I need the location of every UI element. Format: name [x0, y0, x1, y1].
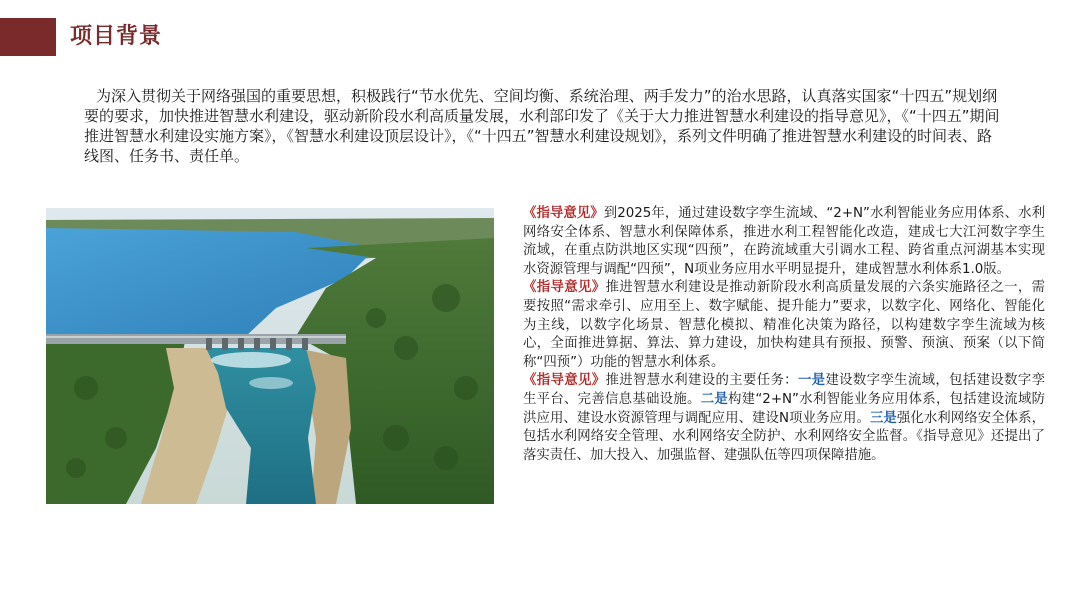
task-text: 强化水利网络安全体系，包括水利网络安全管理、水利网络安全防护、水利网络安全监督。《指导意见》还提出了落实责任、加大投入、加强监督、建强队伍等四项保障措施。 [523, 410, 1046, 463]
policy-paragraph [523, 372, 1045, 465]
ordinal-marker: 一是 [797, 373, 826, 389]
ordinal-marker: 二是 [700, 391, 729, 407]
guideline-reference: 《指导意见》 [523, 373, 606, 389]
paragraph-lead: 推进智慧水利建设的主要任务： [605, 373, 798, 389]
guideline-reference: 《指导意见》 [523, 280, 606, 296]
intro-paragraph: 为深入贯彻关于网络强国的重要思想，积极践行“节水优先、空间均衡、系统治理、两手发力”的治水思路，认真落实国家“十四五”规划纲要的要求，加快推进智慧水利建设，驱动新阶段水利高质量发展，水利部印发了《关于大力推进智慧水利建设的指导意见》，《“十四五”期间推进智慧水利建设实施方案》，《智慧水利建设顶层设计》，《“十四五”智慧水利建设规划》，系列文件明确了推进智慧水利建设的时间表、路线图、任务书、责任单。 [84, 87, 1000, 165]
policy-paragraph [523, 279, 1045, 372]
task-text: 构建“2+N”水利智能业务应用体系，包括建设流域防洪应用、建设水资源管理与调配应用、建设N项业务应用。 [523, 391, 1046, 426]
dam-aerial-photo [46, 208, 494, 504]
paragraph-text: 到2025年，通过建设数字孪生流域、“2+N”水利智能业务应用体系、水利网络安全体系、智慧水利保障体系，推进水利工程智能化改造，建成七大江河数字孪生流域，在重点防洪地区实现“四预”，在跨流域重大引调水工程、跨省重点河湖基本实现水资源管理与调配“四预”，N项业务应用水平明显提升，建成智慧水利体系1.0版。 [523, 206, 1045, 277]
policy-summary [523, 205, 1045, 465]
title-accent-bar [0, 18, 56, 56]
page-title: 项目背景 [70, 24, 163, 49]
ordinal-marker: 三是 [869, 410, 897, 426]
dam-aerial-illustration [46, 208, 494, 504]
task-text: 建设数字孪生流域，包括建设数字孪生平台、完善信息基础设施。 [523, 373, 1046, 407]
policy-paragraph [523, 205, 1045, 279]
paragraph-text: 推进智慧水利建设是推动新阶段水利高质量发展的六条实施路径之一，需要按照“需求牵引、应用至上、数字赋能、提升能力”要求，以数字化、网络化、智能化为主线，以数字化场景、智慧化模拟、精准化决策为路径，以构建数字孪生流域为核心，全面推进算据、算法、算力建设，加快构建具有预报、预警、预演、预案（以下简称“四预”）功能的智慧水利体系。 [523, 280, 1046, 370]
guideline-reference: 《指导意见》 [523, 206, 604, 221]
